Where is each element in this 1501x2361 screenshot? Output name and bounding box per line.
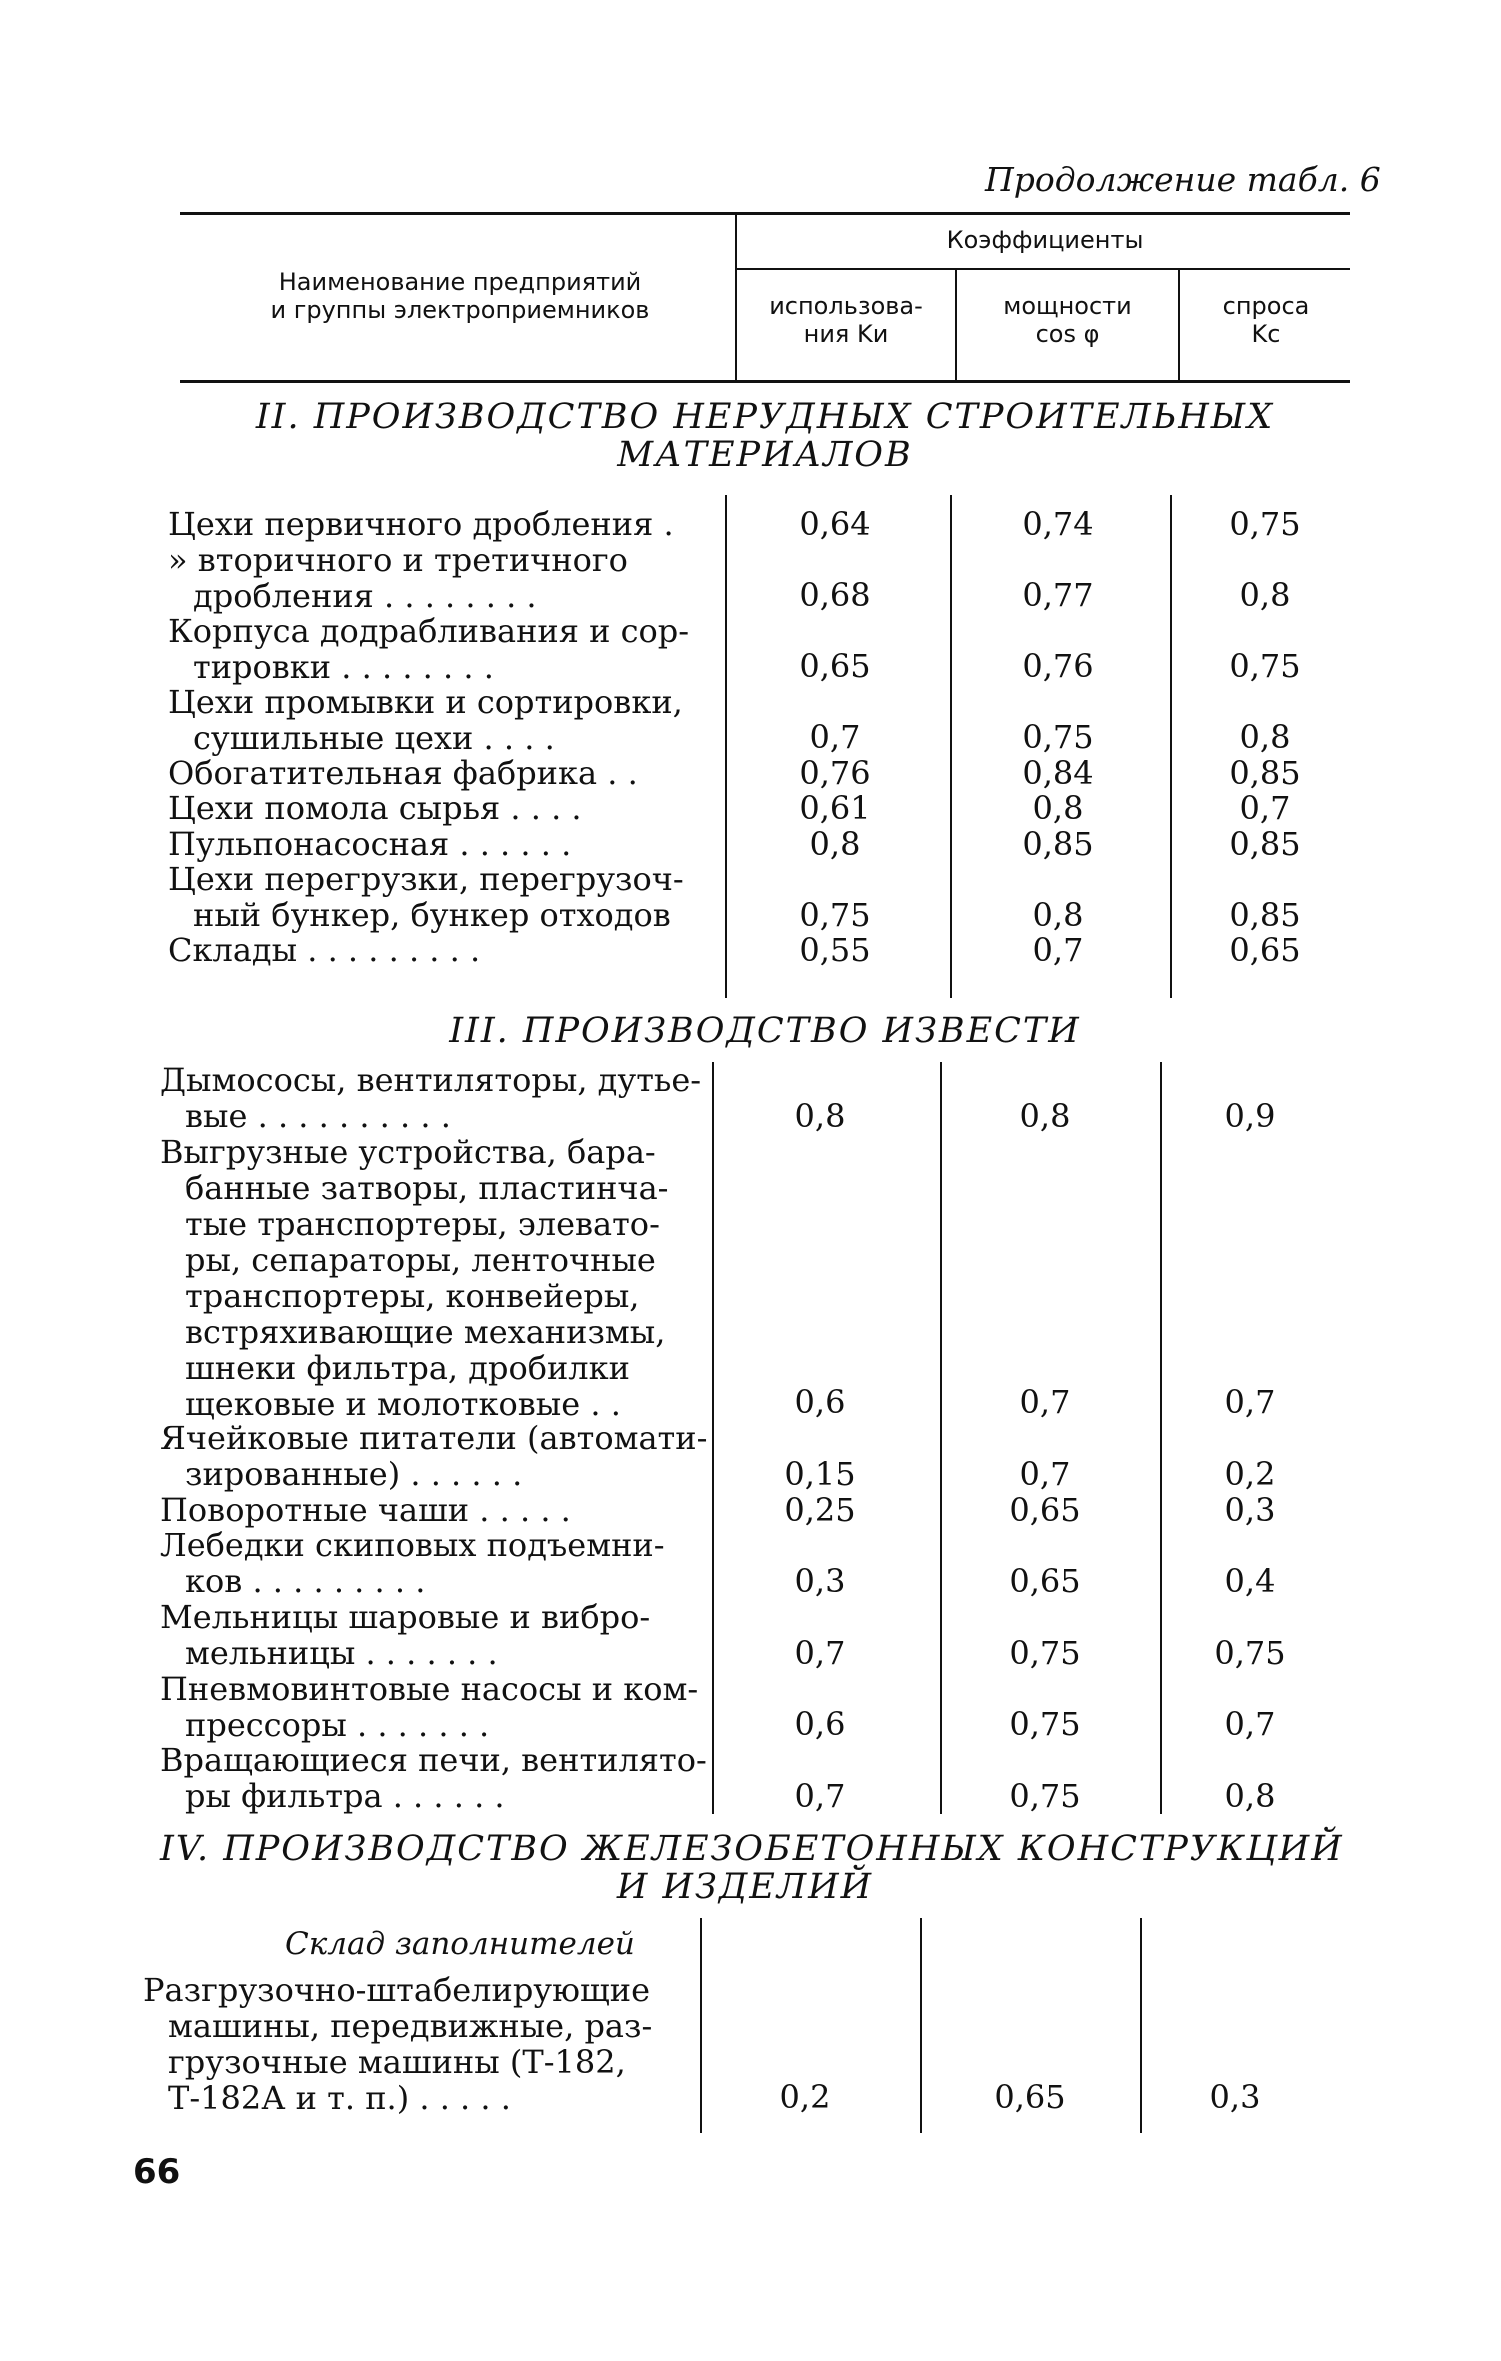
column-divider [1140, 1918, 1142, 2133]
power-factor-value: 0,65 [994, 2077, 1066, 2116]
power-factor-value: 0,65 [1009, 1562, 1081, 1601]
demand-coef-value: 0,7 [1224, 1383, 1276, 1422]
row-name [168, 684, 698, 756]
section-4-title: IV. ПРОИЗВОДСТВО ЖЕЛЕЗОБЕТОННЫХ КОНСТРУКЦИЙ И ИЗДЕЛИЙ [160, 1829, 1344, 1907]
section-2-title: II. ПРОИЗВОДСТВО НЕРУДНЫХ СТРОИТЕЛЬНЫХ МАТЕРИАЛОВ [255, 397, 1275, 475]
row-name-line: Разгрузочно-штабелирующие [143, 1971, 650, 2009]
usage-coef-value: 0,68 [799, 576, 871, 614]
row-name-line: встряхивающие механизмы, [185, 1312, 666, 1351]
row-name-line: ры, сепараторы, ленточные [185, 1240, 656, 1279]
demand-coef-value: 0,7 [1239, 789, 1291, 827]
row-name-line: тые транспортеры, элевато- [185, 1204, 660, 1243]
row-name [160, 1492, 690, 1528]
row-name-line: Пневмовинтовые насосы и ком- [160, 1669, 699, 1708]
usage-coef-value: 0,64 [799, 505, 871, 543]
row-name [160, 1669, 699, 1744]
demand-coef-value: 0,2 [1224, 1454, 1276, 1493]
name-column-header: Наименование предприятий и группы электроприемников [270, 268, 650, 324]
power-factor-value: 0,74 [1022, 505, 1094, 543]
usage-coef-header: использова- ния Kи [769, 292, 923, 348]
row-name-line: Поворотные чаши . . . . . [160, 1490, 571, 1529]
usage-coef-value: 0,7 [794, 1777, 846, 1815]
row-name-line: Склады . . . . . . . . . [168, 931, 481, 969]
column-divider [950, 495, 952, 998]
demand-coef-value: 0,85 [1229, 824, 1301, 863]
coefficients-header: Коэффициенты [946, 226, 1144, 254]
row-name-line: вые . . . . . . . . . . [185, 1097, 451, 1135]
row-name [168, 542, 698, 614]
usage-coef-value: 0,75 [799, 895, 871, 934]
usage-coef-value: 0,76 [799, 753, 871, 792]
row-name-line: мельницы . . . . . . . [185, 1634, 498, 1672]
row-name-line: транспортеры, конвейеры, [185, 1276, 640, 1315]
power-factor-value: 0,7 [1019, 1454, 1071, 1493]
demand-coef-value: 0,3 [1209, 2077, 1261, 2116]
row-name-line: сушильные цехи . . . . [193, 718, 555, 757]
row-name [160, 1419, 708, 1493]
row-name-line: щековые и молотковые . . [185, 1384, 621, 1423]
power-factor-value: 0,75 [1009, 1633, 1081, 1672]
power-factor-value: 0,8 [1019, 1096, 1071, 1135]
row-name-line: грузочные машины (Т-182, [168, 2043, 626, 2081]
row-name [168, 932, 698, 968]
usage-coef-value: 0,55 [799, 931, 871, 969]
demand-coef-header: спроса Kс [1222, 292, 1310, 348]
row-name-line: тировки . . . . . . . . [193, 647, 494, 686]
power-factor-value: 0,7 [1032, 931, 1084, 969]
demand-coef-value: 0,9 [1224, 1096, 1276, 1135]
row-name-line: дробления . . . . . . . . [193, 576, 537, 615]
power-factor-value: 0,8 [1032, 789, 1084, 827]
power-factor-value: 0,85 [1022, 824, 1094, 863]
header-divider [1178, 270, 1180, 380]
column-divider [940, 1062, 942, 1814]
usage-coef-value: 0,3 [794, 1562, 846, 1601]
table-top-rule [180, 212, 1350, 215]
demand-coef-value: 0,8 [1239, 576, 1291, 614]
demand-coef-value: 0,3 [1224, 1490, 1276, 1529]
usage-coef-value: 0,6 [794, 1705, 846, 1744]
usage-coef-value: 0,15 [784, 1454, 856, 1493]
column-divider [712, 1062, 714, 1814]
usage-coef-value: 0,7 [809, 718, 861, 756]
row-name-line: » вторичного и третичного [168, 540, 628, 579]
row-name [160, 1599, 690, 1671]
row-name-line: Обогатительная фабрика . . [168, 753, 638, 792]
usage-coef-value: 0,7 [794, 1633, 846, 1672]
demand-coef-value: 0,75 [1229, 647, 1301, 685]
row-name-line: Цехи первичного дробления . [168, 505, 674, 543]
row-name-line: Пульпонасосная . . . . . . [168, 824, 572, 863]
power-factor-value: 0,75 [1009, 1705, 1081, 1744]
column-divider [1170, 495, 1172, 998]
row-name [143, 1972, 683, 2116]
column-divider [725, 495, 727, 998]
column-divider [920, 1918, 922, 2133]
demand-coef-value: 0,85 [1229, 753, 1301, 792]
row-name-line: Цехи промывки и сортировки, [168, 682, 683, 721]
row-name-line: Цехи перегрузки, перегрузоч- [168, 860, 684, 898]
row-name [168, 826, 698, 862]
row-name-line: Ячейковые питатели (автомати- [160, 1419, 708, 1457]
row-name-line: Выгрузные устройства, бара- [160, 1132, 656, 1171]
power-factor-value: 0,75 [1009, 1777, 1081, 1815]
usage-coef-value: 0,6 [794, 1383, 846, 1422]
column-divider [700, 1918, 702, 2133]
row-name [160, 1527, 690, 1599]
demand-coef-value: 0,7 [1224, 1705, 1276, 1744]
usage-coef-value: 0,8 [794, 1096, 846, 1135]
row-name-line: Т-182А и т. п.) . . . . . [168, 2079, 511, 2117]
power-factor-value: 0,76 [1022, 647, 1094, 685]
row-name [160, 1134, 690, 1422]
header-divider [735, 215, 737, 380]
row-name-line: Лебедки скиповых подъемни- [160, 1526, 665, 1565]
power-factor-value: 0,77 [1022, 576, 1094, 614]
usage-coef-value: 0,2 [779, 2077, 831, 2116]
row-name [168, 790, 698, 826]
usage-coef-value: 0,25 [784, 1490, 856, 1529]
row-name-line: Вращающиеся печи, вентилято- [160, 1741, 707, 1780]
row-name-line: ный бункер, бункер отходов [193, 896, 671, 934]
row-name [160, 1061, 702, 1135]
header-divider [955, 270, 957, 380]
row-name [168, 861, 698, 933]
row-name [168, 613, 698, 685]
usage-coef-value: 0,8 [809, 824, 861, 863]
row-name-line: банные затворы, пластинча- [185, 1168, 669, 1207]
demand-coef-value: 0,75 [1214, 1633, 1286, 1672]
row-name-line: Корпуса додрабливания и сор- [168, 611, 690, 650]
row-name-line: Дымососы, вентиляторы, дутье- [160, 1061, 702, 1099]
power-factor-header: мощности cos φ [1003, 292, 1132, 348]
column-divider [1160, 1062, 1162, 1814]
power-factor-value: 0,7 [1019, 1383, 1071, 1422]
page-number: 66 [133, 2152, 181, 2192]
demand-coef-value: 0,85 [1229, 895, 1301, 934]
power-factor-value: 0,8 [1032, 895, 1084, 934]
row-name-line: Мельницы шаровые и вибро- [160, 1598, 651, 1636]
row-name-line: машины, передвижные, раз- [168, 2007, 653, 2045]
demand-coef-value: 0,8 [1224, 1777, 1276, 1815]
demand-coef-value: 0,75 [1229, 505, 1301, 543]
row-name-line: Цехи помола сырья . . . . [168, 789, 582, 827]
row-name [168, 506, 698, 542]
demand-coef-value: 0,8 [1239, 718, 1291, 756]
subheading: Склад заполнителей [285, 1926, 635, 1962]
usage-coef-value: 0,61 [799, 789, 871, 827]
usage-coef-value: 0,65 [799, 647, 871, 685]
demand-coef-value: 0,4 [1224, 1562, 1276, 1601]
row-name-line: зированные) . . . . . . [185, 1455, 523, 1493]
coefficients-rule [735, 268, 1350, 270]
row-name [160, 1741, 707, 1816]
row-name-line: ры фильтра . . . . . . [185, 1777, 505, 1816]
continuation-label: Продолжение табл. 6 [985, 160, 1381, 199]
power-factor-value: 0,65 [1009, 1490, 1081, 1529]
power-factor-value: 0,84 [1022, 753, 1094, 792]
power-factor-value: 0,75 [1022, 718, 1094, 756]
row-name-line: прессоры . . . . . . . [185, 1705, 490, 1744]
demand-coef-value: 0,65 [1229, 931, 1301, 969]
row-name [168, 755, 698, 791]
header-bottom-rule [180, 380, 1350, 383]
row-name-line: шнеки фильтра, дробилки [185, 1348, 630, 1387]
section-3-title: III. ПРОИЗВОДСТВО ИЗВЕСТИ [449, 1011, 1081, 1051]
row-name-line: ков . . . . . . . . . [185, 1562, 426, 1601]
